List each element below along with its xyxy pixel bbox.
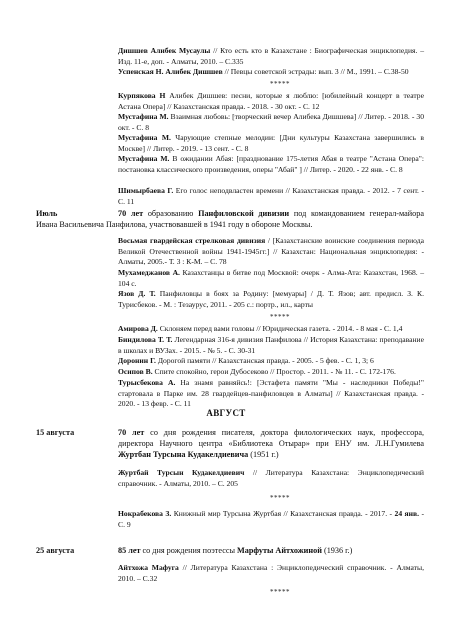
event-description-aug15 xyxy=(118,427,424,460)
article-entry xyxy=(118,378,424,410)
entry-citation: // Певцы советской эстрады: вып. 3 // М., 1991. – С.38-50 xyxy=(222,67,409,76)
entry-citation: В ожидании Абая: [празднование 175-летия Абая в театре "Астана Опера": постановка классического произведения, оперы "Абай" ] // Литер. - 2020. - 22 янв. - С. 8 xyxy=(118,154,424,174)
article-entry xyxy=(118,112,424,133)
entry-date: 24 янв. xyxy=(394,509,420,518)
entry-citation: // Литература Казахстана : Энциклопедический справочник. - Алматы, 2010. – С.32 xyxy=(118,563,424,583)
book-entry-zhurtbay xyxy=(118,468,424,489)
event-date-july: Июль xyxy=(36,209,58,218)
article-entry xyxy=(118,154,424,175)
book-entry xyxy=(118,289,424,310)
event-text: под командованием генерал-майора Ивана Васильевича Панфилова, участвовавшей в 1941 году в обороне Москвы. xyxy=(36,209,424,229)
entry-author: Турысбекова А. xyxy=(118,378,176,387)
article-entry xyxy=(118,324,424,335)
book-entry-aytkhozha xyxy=(118,563,424,584)
event-text: образованию xyxy=(143,209,199,218)
event-subject: Панфиловской дивизии xyxy=(198,209,290,218)
entry-author: Язов Д. Т. xyxy=(118,289,156,298)
entry-citation: Его голос неподвластен времени // Казахстанская правда. - 2012. - 7 сент. - С. 11 xyxy=(118,186,424,206)
article-entry xyxy=(118,133,424,154)
event-years: 70 лет xyxy=(118,428,145,437)
entry-author: Мустафина М. xyxy=(118,154,170,163)
separator-stars: ***** xyxy=(270,80,290,88)
entry-citation: Взаимная любовь: [творческий вечер Алибека Дишшева] // Литер. - 2018. - 30 окт. - С. 8 xyxy=(118,112,424,132)
entry-author: Журтбай Турсын Кудакелдиевич xyxy=(118,468,245,477)
entry-citation: Спите спокойно, герои Дубосеково // Простор. - 2011. - № 11. - С. 172-176. xyxy=(152,367,396,376)
article-entry-nokrabekova xyxy=(118,509,424,530)
entry-author: Шимырбаева Г. xyxy=(118,186,174,195)
separator-stars: ***** xyxy=(270,588,290,596)
entry-citation: Казахстанцы в битве под Москвой: очерк - Алма-Ата: Казахстан, 1968. – 104 с. xyxy=(118,268,425,288)
entry-author: Айтхожа Мафуга xyxy=(118,563,179,572)
entry-author: Восьмая гвардейская стрелковая дивизия xyxy=(118,236,266,245)
entry-citation: Легендарная 316-я дивизия Панфилова // История Казахстана: преподавание в школах и ВУЗах. - 2015. - № 5. - С. 30-31 xyxy=(118,335,424,355)
event-date-aug15: 15 августа xyxy=(36,428,75,437)
article-entry xyxy=(118,356,424,367)
event-subject: Марфуты Айтхожиной xyxy=(237,546,322,555)
entry-citation: // Кто есть кто в Казахстане : Биографическая энциклопедия. – Изд. 11-е, доп. - Алматы, 2010. – С.335 xyxy=(118,46,424,66)
entry-author: Мустафина М. xyxy=(118,133,171,142)
event-years: 85 лет xyxy=(118,546,141,555)
event-subject: Журтбан Турсына Кудакелдиевича xyxy=(118,450,249,459)
entry-citation: - С. 9 xyxy=(118,509,424,529)
event-description-july xyxy=(36,208,424,230)
entry-author: Доронин Г. xyxy=(118,356,156,365)
entry-citation: Чарующие степные мелодии: [Дни культуры Казахстана завершились в Москве] // Литер. - 2019. - 13 сент. - С. 8 xyxy=(118,133,424,153)
event-years: 70 лет xyxy=(118,209,144,218)
separator-stars: ***** xyxy=(270,313,290,321)
event-description-aug25 xyxy=(118,545,424,556)
article-entry xyxy=(118,367,424,378)
article-entry xyxy=(118,91,424,112)
entry-citation: Дорогой памяти // Казахстанская правда. - 2005. - 5 фев. - С. 1, 3; 6 xyxy=(155,356,374,365)
event-text: со дня рождения поэтессы xyxy=(140,546,238,555)
book-entry xyxy=(118,268,424,289)
book-entry xyxy=(118,236,424,268)
book-entry-dishshev xyxy=(118,46,424,67)
entry-author: Курпякова Н xyxy=(118,91,166,100)
event-text: со дня рождения писателя, доктора филологических наук, профессора, директора Научного центра «Библиотека Отырар» при ЕНУ им. Л.Н.Гумилева xyxy=(118,428,425,448)
section-heading-august: АВГУСТ xyxy=(206,408,246,418)
entry-author: Дишшев Алибек Мусаулы xyxy=(118,46,211,55)
entry-author: Биндилова Т. Т. xyxy=(118,335,173,344)
entry-author: Нокрабекова З. xyxy=(118,509,172,518)
entry-citation: Панфиловцы в боях за Родину: [мемуары] / Д. Т. Язов; авт. предисл. З. К. Турисбеков. - М. : Тезаурус, 2011. - 205 с.: портр., ил., карты xyxy=(118,289,424,309)
article-entry xyxy=(118,335,424,356)
entry-author: Успенская Н. Алибек Дишшев xyxy=(118,67,223,76)
entry-author: Осипов В. xyxy=(118,367,153,376)
entry-citation: Алибек Дишшев: песни, которые я люблю: [юбилейный концерт в театре Астана Опера] // Казахстанская правда. - 2018. - 30 окт. - С. 12 xyxy=(118,91,424,111)
event-text: (1936 г.) xyxy=(321,546,353,555)
entry-author: Мустафина М. xyxy=(118,112,169,121)
entry-author: Амирова Д. xyxy=(118,324,158,333)
entry-citation: На знамя равняйсь!: [Эстафета памяти "Мы - наследники Победы!" стартовала в Парке им. 28 гвардейцев-панфиловцев в Алматы] // Казахстанская правда. - 2020. - 13 февр. - С. 11 xyxy=(118,378,424,408)
event-text: (1951 г.) xyxy=(248,450,279,459)
entry-citation: Склоняем перед вами головы // Юридическая газета. - 2014. - 8 мая - С. 1,4 xyxy=(157,324,403,333)
article-entry xyxy=(118,186,424,207)
book-entry-uspenskaya xyxy=(118,67,424,78)
entry-citation: / [Казахстанские воинские соединения периода Великой Отечественной войны 1941-1945гг.] // Казахстан: Национальная энциклопедия: - Алматы, 2005.- Т. 3 : К-М. – С. 78 xyxy=(118,236,424,266)
entry-citation: // Литература Казахстана: Энциклопедический справочник. - Алматы, 2010. – С. 205 xyxy=(118,468,424,488)
separator-stars: ***** xyxy=(270,494,290,502)
entry-citation: Книжный мир Турсына Журтбая // Казахстанская правда. - 2017. - xyxy=(171,509,395,518)
entry-author: Мухамеджанов А. xyxy=(118,268,180,277)
event-date-aug25: 25 августа xyxy=(36,546,75,555)
